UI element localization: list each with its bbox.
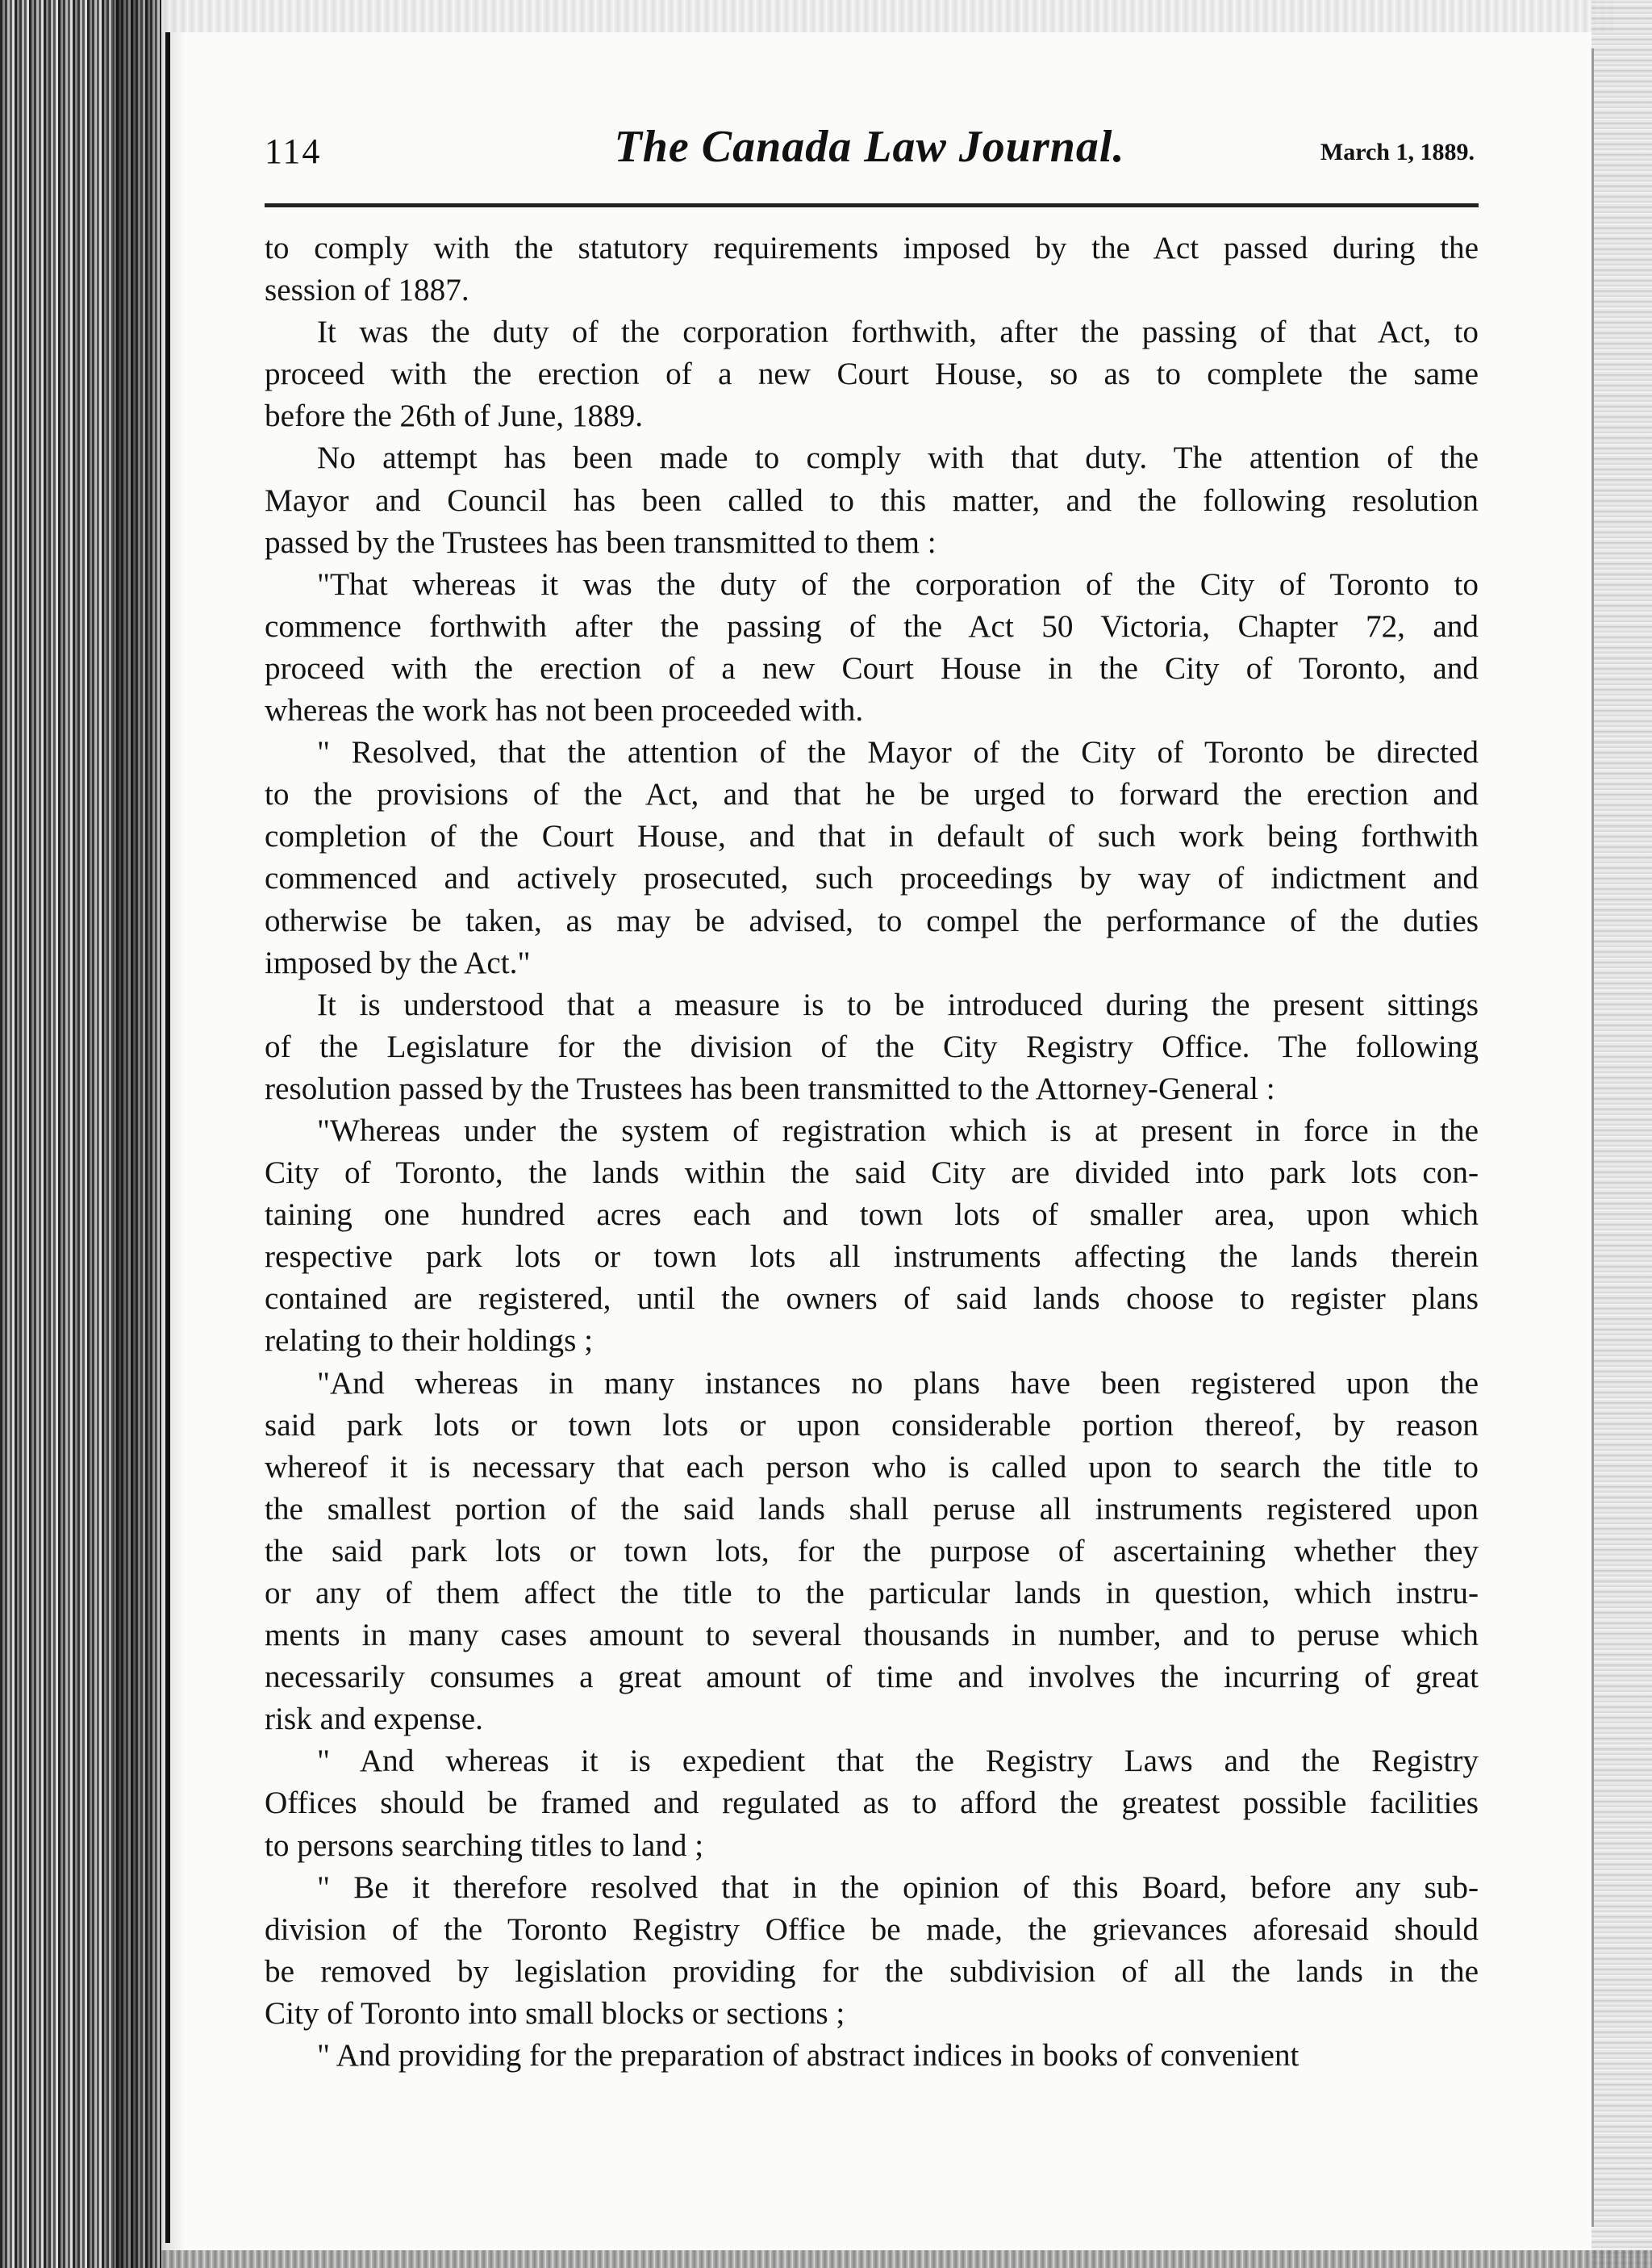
paragraph <box>265 564 1479 732</box>
text-line: passed by the Trustees has been transmitted to them : <box>265 524 937 560</box>
text-line: It is understood that a measure is to be introduced during the present sittings <box>317 987 1479 1022</box>
page-right-rule <box>1592 48 1594 2227</box>
text-line: relating to their holdings ; <box>265 1323 594 1359</box>
text-line: risk and expense. <box>265 1702 483 1737</box>
paragraph <box>265 984 1479 1110</box>
article-body <box>265 228 1479 2077</box>
paragraph <box>265 1867 1479 2035</box>
page-right-edge <box>1592 0 1652 2268</box>
running-header <box>265 121 1475 186</box>
text-line: completion of the Court House, and that in default of such work being forthwith <box>265 819 1479 854</box>
text-line: ments in many cases amount to several thousands in number, and to peruse which <box>265 1618 1479 1653</box>
text-line: session of 1887. <box>265 273 469 308</box>
text-line: of the Legislature for the division of the City Registry Office. The following <box>265 1029 1479 1064</box>
text-line: Offices should be framed and regulated as to afford the greatest possible facilities <box>265 1786 1479 1821</box>
text-line: to the provisions of the Act, and that he be urged to forward the erection and <box>265 777 1479 812</box>
text-line: " Be it therefore resolved that in the opinion of this Board, before any sub- <box>317 1869 1479 1905</box>
text-line: City of Toronto into small blocks or sections ; <box>265 1995 845 2031</box>
text-line: City of Toronto, the lands within the said City are divided into park lots con- <box>265 1155 1479 1191</box>
text-line: taining one hundred acres each and town lots of smaller area, upon which <box>265 1197 1479 1233</box>
paragraph <box>265 2035 1479 2077</box>
text-line: to persons searching titles to land ; <box>265 1827 704 1863</box>
paragraph <box>265 1363 1479 1741</box>
page-bottom-edge <box>161 2250 1652 2268</box>
text-line: proceed with the erection of a new Court House, so as to complete the same <box>265 357 1479 392</box>
issue-date: March 1, 1889. <box>1320 139 1475 165</box>
text-line: "That whereas it was the duty of the corporation of the City of Toronto to <box>317 566 1479 602</box>
text-line: imposed by the Act." <box>265 945 531 980</box>
text-line: be removed by legislation providing for the subdivision of all the lands in the <box>265 1953 1479 1989</box>
paragraph <box>265 311 1479 437</box>
header-rule <box>265 203 1479 207</box>
text-line: commence forthwith after the passing of the Act 50 Victoria, Chapter 72, and <box>265 608 1479 644</box>
gutter-shadow <box>113 0 186 2268</box>
text-line: No attempt has been made to comply with that duty. The attention of the <box>317 441 1479 476</box>
text-line: " And providing for the preparation of abstract indices in books of convenient <box>317 2038 1299 2074</box>
paragraph <box>265 228 1479 311</box>
paragraph <box>265 732 1479 984</box>
text-line: the said park lots or town lots, for the purpose of ascertaining whether they <box>265 1533 1479 1568</box>
text-line: respective park lots or town lots all instruments affecting the lands therein <box>265 1239 1479 1275</box>
text-line: It was the duty of the corporation forthwith, after the passing of that Act, to <box>317 315 1479 350</box>
paragraph <box>265 1740 1479 1866</box>
text-line: "Whereas under the system of registration which is at present in force in the <box>317 1113 1479 1148</box>
journal-title: The Canada Law Journal. <box>614 122 1125 172</box>
text-line: resolution passed by the Trustees has been transmitted to the Attorney-General : <box>265 1071 1275 1106</box>
paragraph <box>265 1110 1479 1363</box>
text-line: whereas the work has not been proceeded with. <box>265 693 864 729</box>
text-line: commenced and actively prosecuted, such proceedings by way of indictment and <box>265 861 1479 896</box>
text-line: "And whereas in many instances no plans have been registered upon the <box>317 1365 1479 1401</box>
text-line: or any of them affect the title to the particular lands in question, which instru- <box>265 1576 1479 1610</box>
text-line: " And whereas it is expedient that the Registry Laws and the Registry <box>317 1744 1479 1779</box>
text-line: division of the Toronto Registry Office be made, the grievances aforesaid should <box>265 1911 1479 1947</box>
text-line: contained are registered, until the owners of said lands choose to register plans <box>265 1281 1479 1317</box>
page-left-edge <box>165 32 170 2243</box>
text-line: otherwise be taken, as may be advised, to compel the performance of the duties <box>265 903 1479 938</box>
text-line: Mayor and Council has been called to this matter, and the following resolution <box>265 482 1479 518</box>
page-top-edge <box>161 0 1613 32</box>
text-line: before the 26th of June, 1889. <box>265 399 644 434</box>
page-number: 114 <box>265 132 322 171</box>
text-line: to comply with the statutory requirements imposed by the Act passed during the <box>265 231 1479 265</box>
text-line: the smallest portion of the said lands shall peruse all instruments registered upon <box>265 1491 1479 1527</box>
text-line: " Resolved, that the attention of the Mayor of the City of Toronto be directed <box>317 735 1479 771</box>
text-line: whereof it is necessary that each person who is called upon to search the title to <box>265 1449 1479 1485</box>
text-line: necessarily consumes a great amount of time and involves the incurring of great <box>265 1660 1479 1695</box>
text-line: proceed with the erection of a new Court House in the City of Toronto, and <box>265 650 1479 686</box>
text-line: said park lots or town lots or upon considerable portion thereof, by reason <box>265 1407 1479 1443</box>
paragraph <box>265 437 1479 563</box>
